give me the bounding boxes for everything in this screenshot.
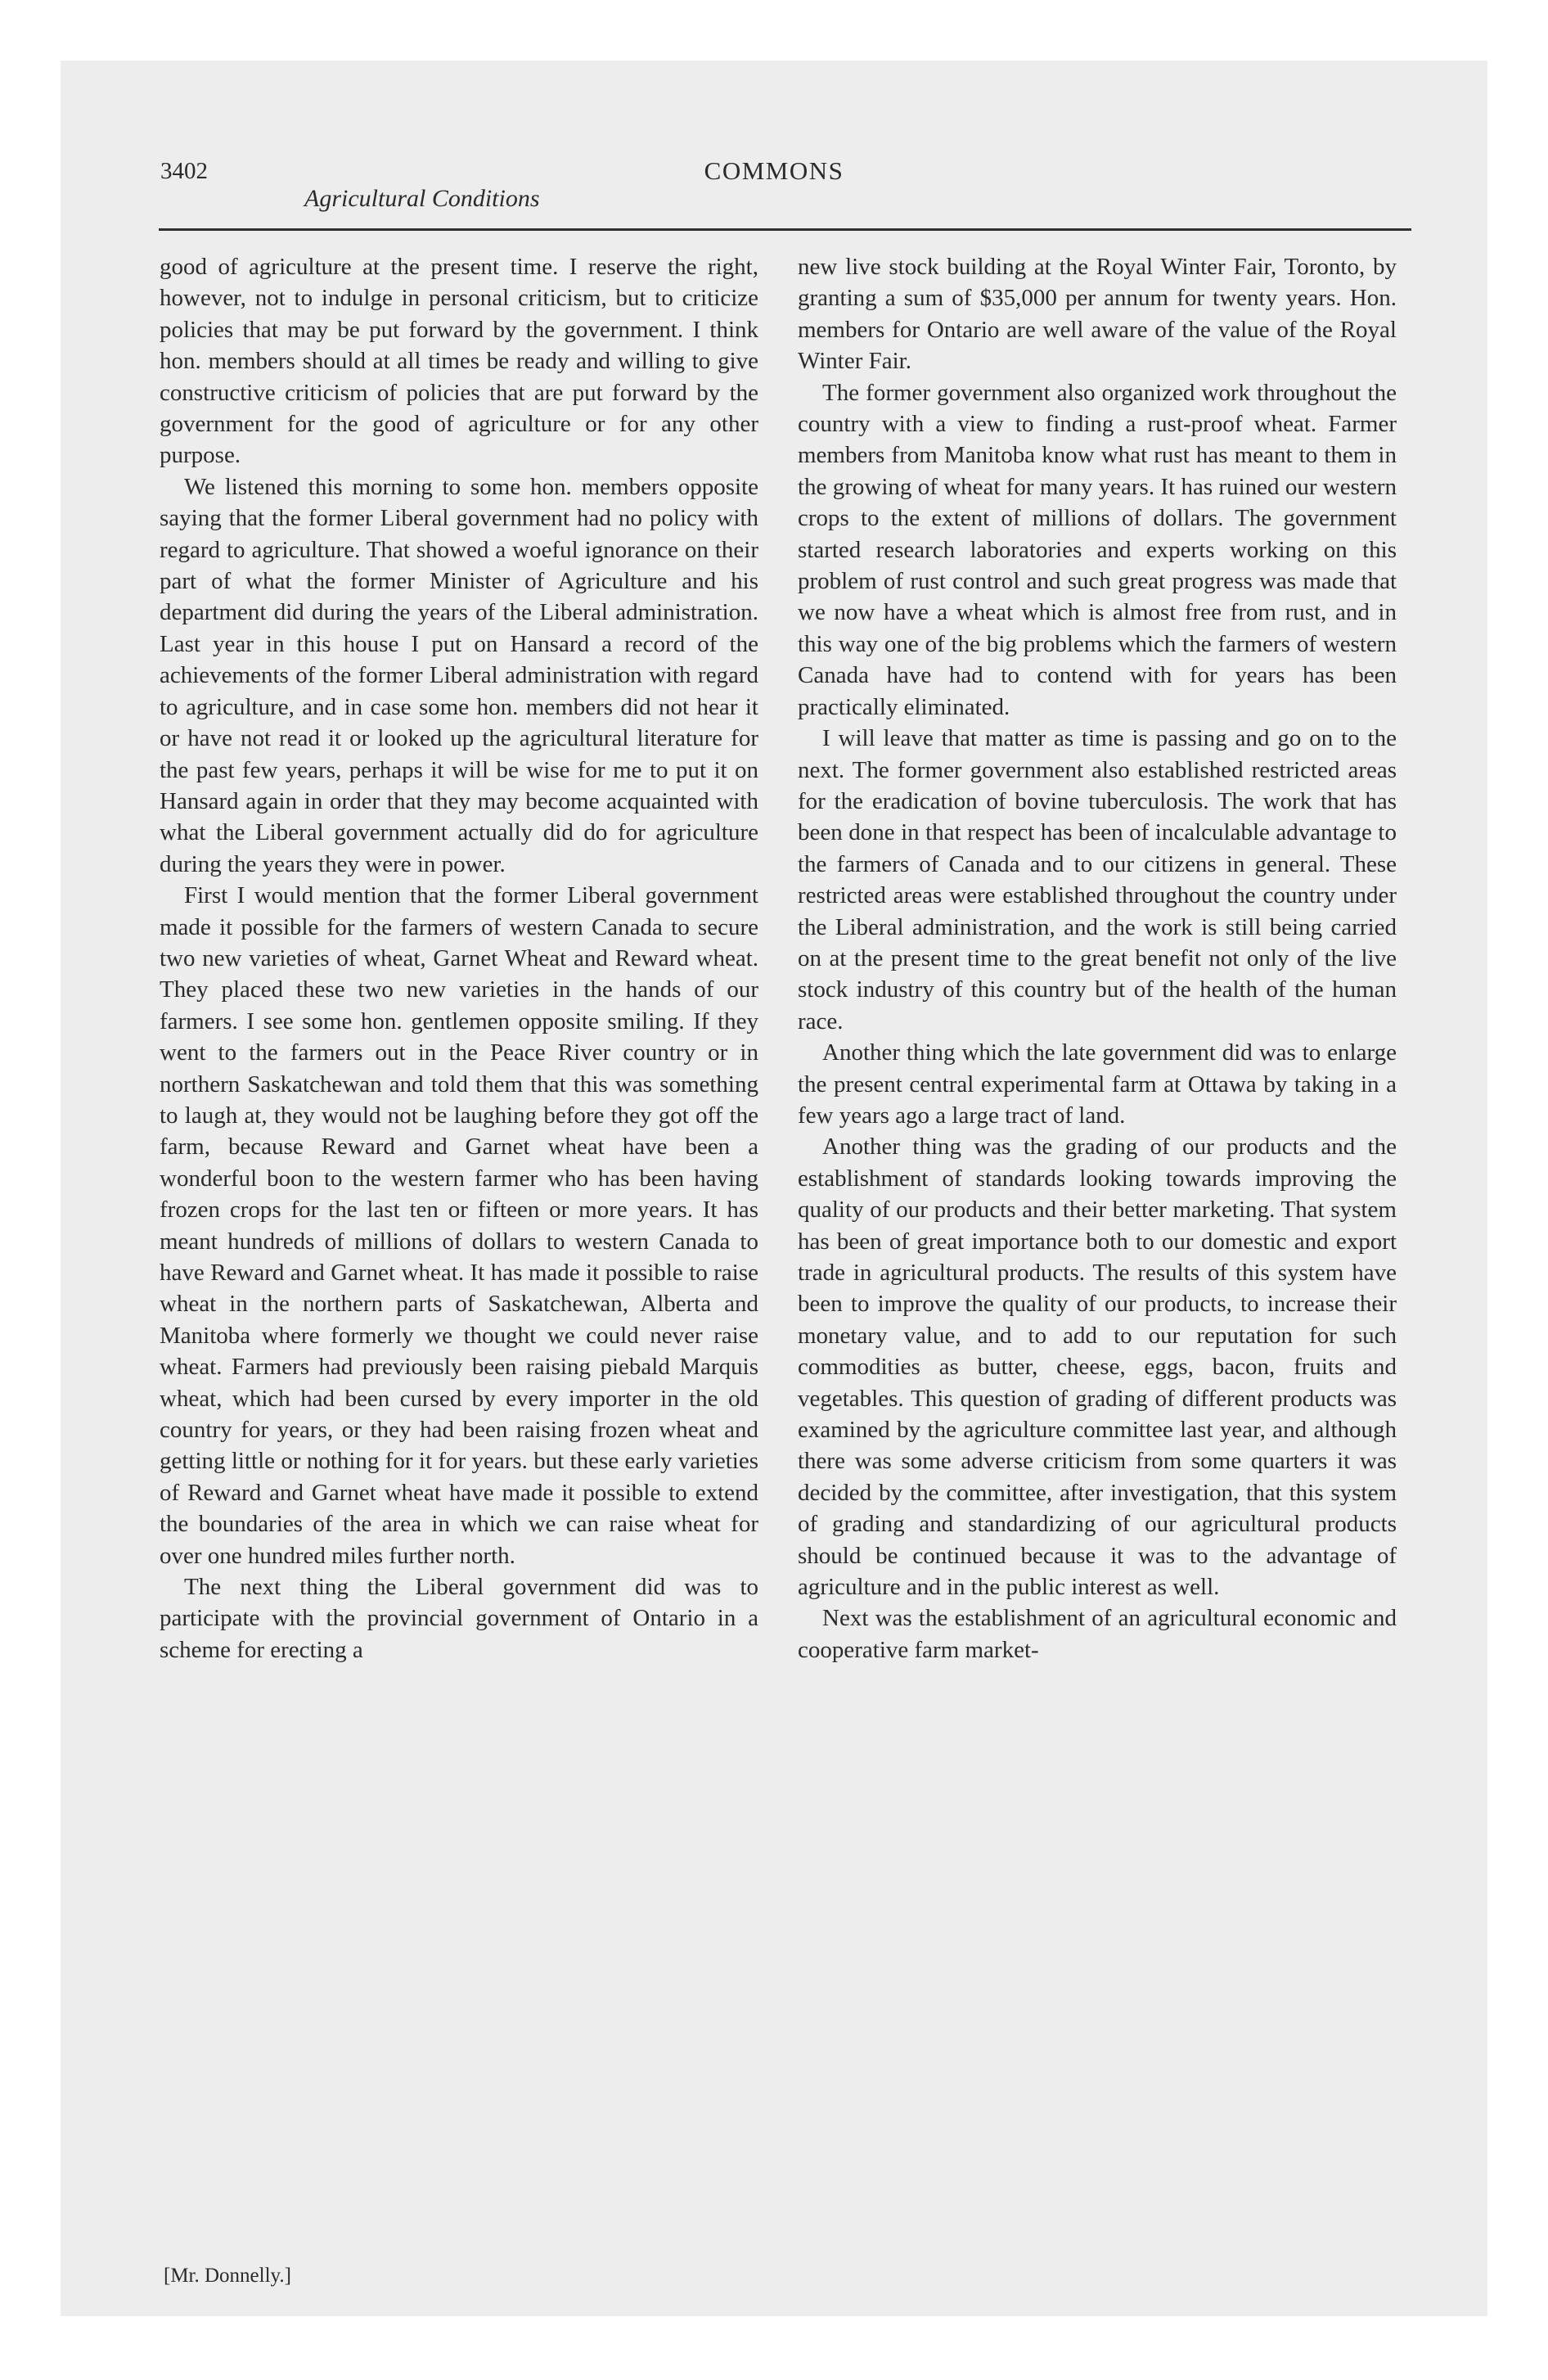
right-column bbox=[798, 251, 1397, 1666]
paragraph: good of agriculture at the present time. I reserve the right, however, not to indulge in personal criticism, but to criticize policies that may be put forward by the government. I think hon. members should at all times be ready and willing to give constructive criticism of policies that are put forward by the government for the good of agriculture or for any other purpose. bbox=[160, 254, 758, 469]
section-title: Agricultural Conditions bbox=[304, 185, 540, 212]
paragraph: We listened this morning to some hon. members opposite saying that the former Liberal government had no policy with regard to agriculture. That showed a woeful ignorance on their part of what the former Minister of Agriculture and his department did during the years of the Liberal administration. Last year in this house I put on Hansard a record of the achievements of the former Liberal administration with regard to agriculture, and in case some hon. members did not hear it or have not read it or looked up the agricultural literature for the past few years, perhaps it will be wise for me to put it on Hansard again in order that they may become acquainted with what the Liberal government actually did do for agriculture during the years they were in power. bbox=[160, 473, 758, 877]
paragraph: The next thing the Liberal government did was to participate with the provincial government of Ontario in a scheme for erecting a bbox=[160, 1574, 758, 1663]
running-head: COMMONS bbox=[704, 156, 844, 185]
paragraph: First I would mention that the former Liberal government made it possible for the farmers of western Canada to secure two new varieties of wheat, Garnet Wheat and Reward wheat. They placed these two new varieties in the hands of our farmers. I see some hon. gentlemen opposite smiling. If they went to the farmers out in the Peace River country or in northern Saskatchewan and told them that this was something to laugh at, they would not be laughing before they got off the farm, because Reward and Garnet wheat have been a wonderful boon to the western farmer who has been having frozen crops for the last ten or fifteen or more years. It has meant hundreds of millions of dollars to western Canada to have Reward and Garnet wheat. It has made it possible to raise wheat in the northern parts of Saskatchewan, Alberta and Manitoba where formerly we thought we could never raise wheat. Farmers had previously been raising piebald Marquis wheat, which had been cursed by every importer in the old country for years, or they had been raising frozen wheat and getting little or nothing for it for years. but these early varieties of Reward and Garnet wheat have made it possible to extend the boundaries of the area in which we can raise wheat for over one hundred miles further north. bbox=[160, 882, 758, 1569]
paragraph: The former government also organized work throughout the country with a view to finding a rust-proof wheat. Farmer members from Manitoba know what rust has meant to them in the growing of wheat for many years. It has ruined our western crops to the extent of millions of dollars. The government started research laboratories and experts working on this problem of rust control and such great progress was made that we now have a wheat which is almost free from rust, and in this way one of the big problems which the farmers of western Canada have had to contend with for years has been practically eliminated. bbox=[798, 379, 1397, 720]
paragraph: Next was the establishment of an agricultural economic and cooperative farm market- bbox=[798, 1605, 1397, 1663]
header-rule bbox=[159, 228, 1411, 231]
paragraph: new live stock building at the Royal Winter Fair, Toronto, by granting a sum of $35,000 per annum for twenty years. Hon. members for Ontario are well aware of the value of the Royal Winter Fair. bbox=[798, 254, 1397, 375]
speaker-credit: [Mr. Donnelly.] bbox=[164, 2265, 291, 2287]
paragraph: Another thing which the late government did was to enlarge the present central experimental farm at Ottawa by taking in a few years ago a large tract of land. bbox=[798, 1039, 1397, 1129]
paragraph: I will leave that matter as time is passing and go on to the next. The former government also established restricted areas for the eradication of bovine tuberculosis. The work that has been done in that respect has been of incalculable advantage to the farmers of Canada and to our citizens in general. These restricted areas were established throughout the country under the Liberal administration, and the work is still being carried on at the present time to the great benefit not only of the live stock industry of this country but of the health of the human race. bbox=[798, 725, 1397, 1034]
paragraph: Another thing was the grading of our products and the establishment of standards looking towards improving the quality of our products and their better marketing. That system has been of great importance both to our domestic and export trade in agricultural products. The results of this system have been to improve the quality of our products, to increase their monetary value, and to add to our reputation for such commodities as butter, cheese, eggs, bacon, fruits and vegetables. This question of grading of different products was examined by the agriculture committee last year, and although there was some adverse criticism from some quarters it was decided by the committee, after investigation, that this system of grading and standardizing of our agricultural products should be continued because it was to the advantage of agriculture and in the public interest as well. bbox=[798, 1134, 1397, 1601]
left-column bbox=[160, 251, 758, 1666]
page-number: 3402 bbox=[160, 158, 208, 184]
